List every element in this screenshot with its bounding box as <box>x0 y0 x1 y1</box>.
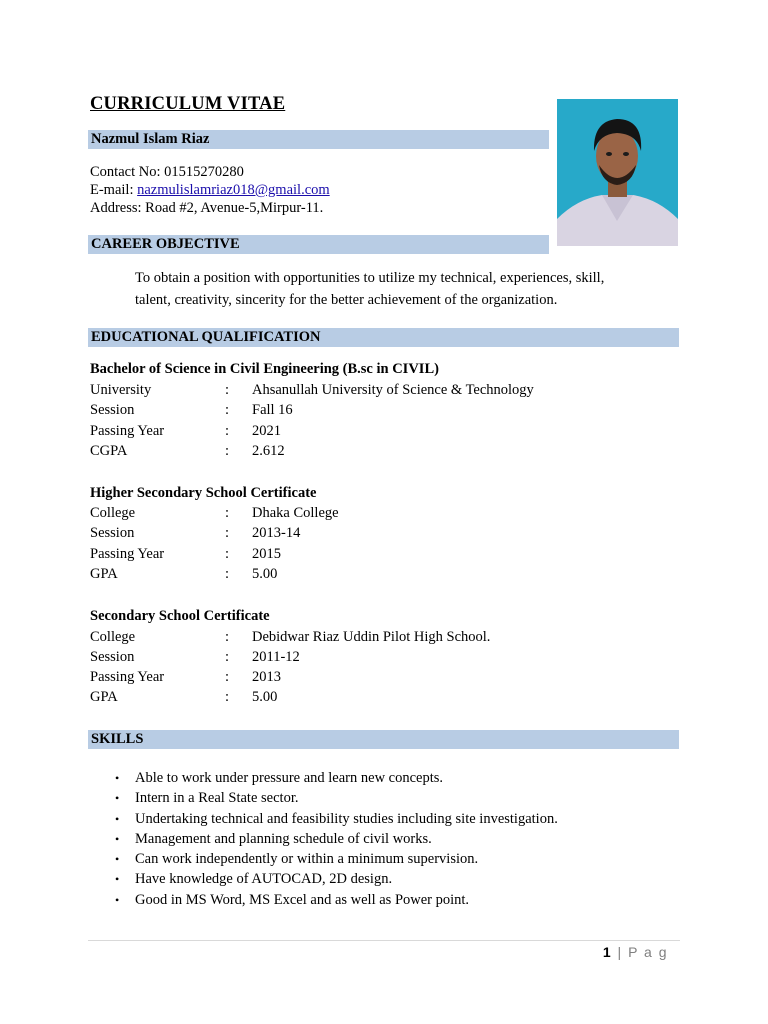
skills-heading-text: SKILLS <box>91 731 144 747</box>
field-value: Fall 16 <box>252 402 293 418</box>
contact-phone <box>90 164 244 181</box>
career-objective-text <box>135 268 655 311</box>
field-value: 5.00 <box>252 566 278 582</box>
bullet-icon: • <box>115 791 120 806</box>
career-objective-heading-text: CAREER OBJECTIVE <box>91 236 240 252</box>
bullet-icon: • <box>115 892 120 907</box>
career-objective-line: To obtain a position with opportunities to utilize my technical, experiences, skill, <box>135 270 605 286</box>
field-value: 5.00 <box>252 689 278 705</box>
skill-text: Good in MS Word, MS Excel and as well as Power point. <box>135 891 470 908</box>
skills-list <box>90 768 670 910</box>
field-key: GPA <box>90 566 118 582</box>
field-separator: : <box>225 443 230 459</box>
field-key: CGPA <box>90 443 128 459</box>
field-value: 2011-12 <box>252 649 300 665</box>
hsc-title: Higher Secondary School Certificate <box>90 485 317 501</box>
field-value: Debidwar Riaz Uddin Pilot High School. <box>252 629 491 645</box>
ssc-row <box>90 647 650 667</box>
field-value: 2013 <box>252 669 281 685</box>
list-item <box>90 829 670 849</box>
field-key: College <box>90 629 136 645</box>
skill-text: Management and planning schedule of civil works. <box>135 830 432 847</box>
hsc-row <box>90 503 650 523</box>
bullet-icon: • <box>115 771 120 785</box>
bsc-row <box>90 421 650 441</box>
field-separator: : <box>225 629 230 645</box>
list-item <box>90 768 670 788</box>
bullet-icon: • <box>115 811 120 826</box>
career-objective-line: talent, creativity, sincerity for the better achievement of the organization. <box>135 291 558 308</box>
field-value: Ahsanullah University of Science & Technology <box>252 382 534 398</box>
field-key: Passing Year <box>90 423 165 439</box>
page-footer <box>603 944 668 960</box>
field-separator: : <box>225 669 230 685</box>
bullet-icon: • <box>115 852 120 867</box>
document-title: CURRICULUM VITAE <box>90 94 286 114</box>
list-item <box>90 788 670 808</box>
skill-text: Intern in a Real State sector. <box>135 790 299 807</box>
field-separator: : <box>225 423 230 439</box>
hsc-row <box>90 564 650 584</box>
email-link[interactable]: nazmulislamriaz018@gmail.com <box>137 182 330 198</box>
field-key: Session <box>90 402 135 418</box>
list-item <box>90 890 670 910</box>
ssc-row <box>90 627 650 647</box>
field-key: Passing Year <box>90 546 165 562</box>
skill-text: Have knowledge of AUTOCAD, 2D design. <box>135 871 393 888</box>
field-separator: : <box>225 402 230 418</box>
field-separator: : <box>225 546 230 562</box>
footer-separator: | <box>612 944 629 960</box>
education-heading <box>88 328 679 347</box>
career-objective-heading <box>88 235 549 254</box>
email-label: E-mail: <box>90 182 138 198</box>
candidate-name: Nazmul Islam Riaz <box>91 131 210 147</box>
page-number: 1 <box>602 944 613 960</box>
field-key: College <box>90 505 136 521</box>
field-separator: : <box>225 525 230 541</box>
field-key: University <box>90 382 152 398</box>
field-value: 2015 <box>252 546 281 562</box>
name-band <box>88 130 549 149</box>
ssc-row <box>90 667 650 687</box>
field-separator: : <box>225 382 230 398</box>
hsc-row <box>90 523 650 543</box>
list-item <box>90 869 670 889</box>
field-value: 2013-14 <box>252 525 301 541</box>
list-item <box>90 849 670 869</box>
field-key: Passing Year <box>90 669 165 685</box>
phone-label: Contact No: <box>90 164 165 180</box>
bsc-row <box>90 441 650 461</box>
ssc-row <box>90 687 650 707</box>
bsc-row <box>90 400 650 420</box>
field-value: 2.612 <box>252 443 285 459</box>
bsc-row <box>90 380 650 400</box>
contact-email <box>90 182 330 199</box>
bullet-icon: • <box>115 872 120 887</box>
footer-divider <box>88 940 680 941</box>
profile-photo-illustration <box>557 99 678 246</box>
skill-text: Able to work under pressure and learn new concepts. <box>135 770 444 786</box>
bsc-title: Bachelor of Science in Civil Engineering (B.sc in CIVIL) <box>90 361 439 377</box>
field-separator: : <box>225 566 230 582</box>
bullet-icon: • <box>115 831 120 846</box>
profile-photo <box>557 99 678 246</box>
ssc-title: Secondary School Certificate <box>90 608 270 624</box>
contact-address: Address: Road #2, Avenue-5,Mirpur-11. <box>90 200 324 216</box>
skills-heading <box>88 730 679 749</box>
field-value: Dhaka College <box>252 505 339 521</box>
page-label: P a g <box>628 944 668 960</box>
list-item <box>90 809 670 829</box>
skill-text: Undertaking technical and feasibility studies including site investigation. <box>135 810 558 827</box>
field-key: GPA <box>90 689 118 705</box>
hsc-row <box>90 544 650 564</box>
skill-text: Can work independently or within a minimum supervision. <box>135 851 479 868</box>
education-heading-text: EDUCATIONAL QUALIFICATION <box>91 329 321 345</box>
field-key: Session <box>90 525 135 541</box>
field-separator: : <box>225 505 230 521</box>
field-separator: : <box>225 649 230 665</box>
phone-value: 01515270280 <box>164 164 244 180</box>
field-key: Session <box>90 649 135 665</box>
field-separator: : <box>225 689 230 705</box>
field-value: 2021 <box>252 423 281 439</box>
